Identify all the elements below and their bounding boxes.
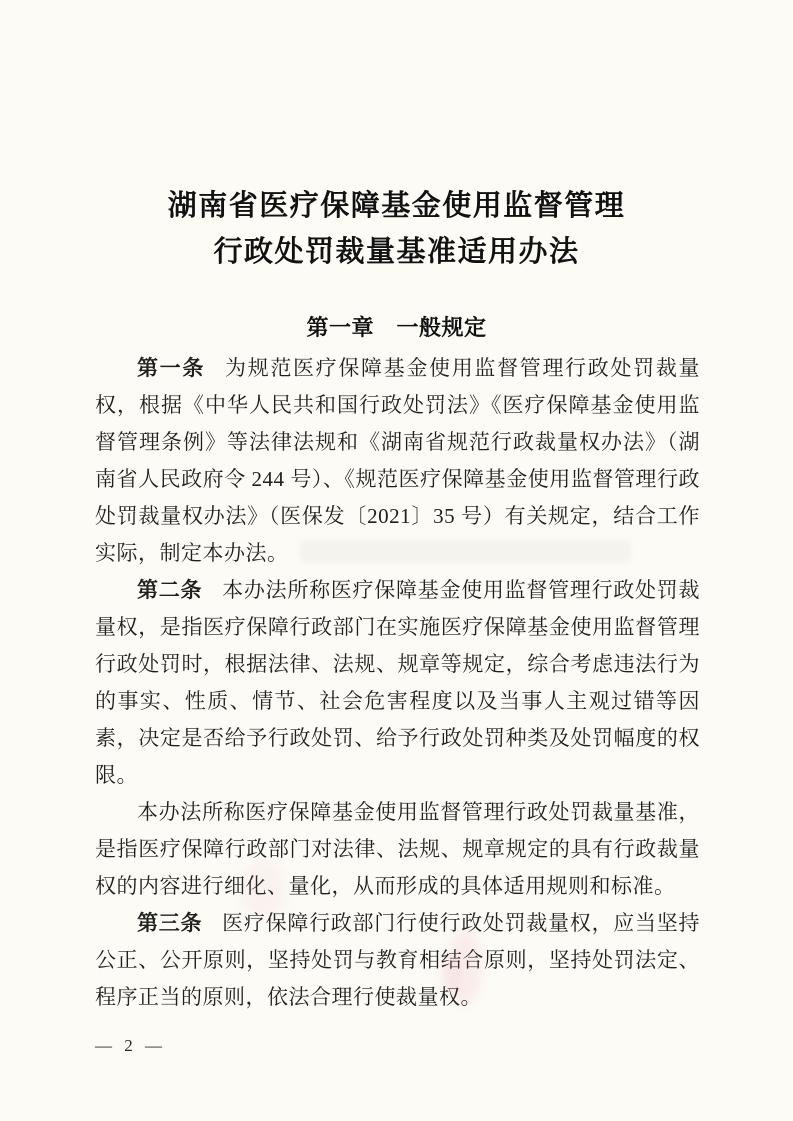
article-paragraph-2 [95, 572, 700, 794]
article-paragraph-1 [95, 350, 700, 572]
article-text-1: 为规范医疗保障基金使用监督管理行政处罚裁量权，根据《中华人民共和国行政处罚法》《医疗保障基金使用监督管理条例》等法律法规和《湖南省规范行政裁量权办法》（湖南省人民政府令 244 号）、《规范医疗保障基金使用监督管理行政处罚裁量权办法》（医保发〔2021〕35 号）有关规定，结合工作实际，制定本办法。 [95, 356, 700, 565]
page-number: — 2 — [95, 1036, 166, 1055]
article-text-4: 医疗保障行政部门行使行政处罚裁量权，应当坚持公正、公开原则，坚持处罚与教育相结合原则，坚持处罚法定、程序正当的原则，依法合理行使裁量权。 [95, 911, 701, 1009]
document-title [0, 0, 793, 275]
document-title-line1: 湖南省医疗保障基金使用监督管理 [167, 190, 626, 222]
chapter-heading: 第一章 一般规定 [306, 315, 487, 340]
article-number-4: 第三条 [137, 912, 203, 935]
article-text-2: 本办法所称医疗保障基金使用监督管理行政处罚裁量权，是指医疗保障行政部门在实施医疗保障基金使用监督管理行政处罚时，根据法律、法规、规章等规定，综合考虑违法行为的事实、性质、情节、社会危害程度以及当事人主观过错等因素，决定是否给予行政处罚、给予行政处罚种类及处罚幅度的权限。 [95, 578, 701, 787]
article-number-1: 第一条 [137, 357, 206, 380]
article-text-3: 本办法所称医疗保障基金使用监督管理行政处罚裁量基准，是指医疗保障行政部门对法律、法规、规章规定的具有行政裁量权的内容进行细化、量化，从而形成的具体适用规则和标准。 [95, 800, 700, 898]
document-title-line2: 行政处罚裁量基准适用办法 [213, 236, 580, 268]
article-paragraph-4 [95, 905, 700, 1016]
document-body [0, 350, 793, 1016]
article-number-2: 第二条 [137, 579, 203, 602]
article-paragraph-3 [95, 794, 700, 905]
